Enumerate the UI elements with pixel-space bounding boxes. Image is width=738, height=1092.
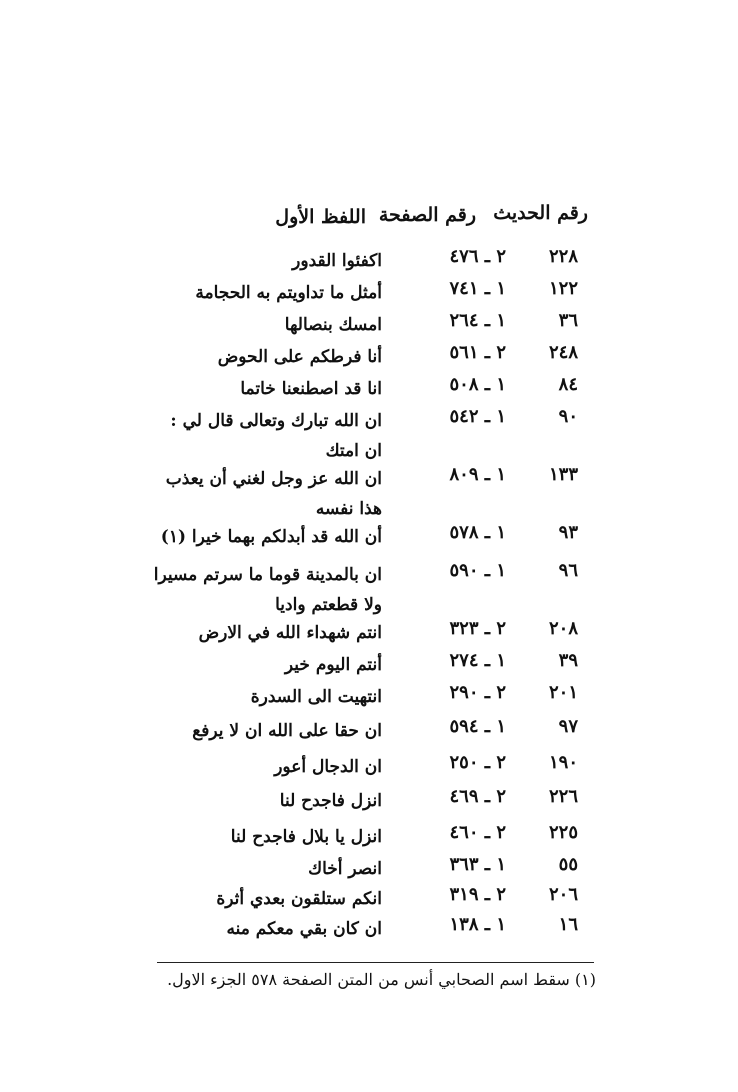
hadith-number: ١٦ (558, 914, 578, 935)
hadith-number: ٢٢٥ (548, 822, 578, 843)
table-row (0, 374, 738, 406)
table-row (0, 822, 738, 854)
table-row (0, 914, 738, 944)
page-reference: ١ ـ ٥٧٨ (449, 522, 506, 543)
page-reference: ٢ ـ ٢٥٠ (449, 752, 506, 773)
hadith-number: ٢٠١ (548, 682, 578, 703)
table-row (0, 278, 738, 310)
first-words: أنا فرطكم على الحوض (217, 347, 382, 367)
table-row (0, 618, 738, 650)
table-row (0, 464, 738, 522)
first-words: ان بالمدينة قوما ما سرتم مسيرا ولا قطعتم واديا (153, 565, 382, 615)
hadith-number: ٢٢٨ (548, 246, 578, 267)
table-row (0, 854, 738, 884)
page-reference: ١ ـ ٣٦٣ (449, 854, 506, 875)
page-reference: ١ ـ ٥٩٤ (449, 716, 506, 737)
first-words: ان الله تبارك وتعالى قال لي : ان امتك (170, 411, 382, 461)
footnote-divider (157, 962, 594, 963)
hadith-number: ٢٢٦ (548, 786, 578, 807)
first-words: انزل فاجدح لنا (279, 791, 382, 811)
page-reference: ٢ ـ ٣٢٣ (449, 618, 506, 639)
first-words: امسك بنصالها (284, 315, 382, 335)
hadith-number: ٣٦ (558, 310, 578, 331)
header-first-word: اللفظ الأول (275, 206, 366, 228)
page-reference: ١ ـ ٥٩٠ (449, 560, 506, 581)
table-row (0, 406, 738, 464)
hadith-number: ٩٧ (558, 716, 578, 737)
table-row (0, 650, 738, 682)
hadith-number: ٢٤٨ (548, 342, 578, 363)
hadith-number: ٣٩ (558, 650, 578, 671)
first-words: انا قد اصطنعنا خاتما (240, 379, 382, 399)
first-words: انزل يا بلال فاجدح لنا (230, 827, 382, 847)
page-reference: ٢ ـ ٢٩٠ (449, 682, 506, 703)
page-reference: ١ ـ ٢٦٤ (449, 310, 506, 331)
table-row (0, 716, 738, 752)
page-reference: ١ ـ ١٣٨ (449, 914, 506, 935)
table-row (0, 682, 738, 716)
first-words: انتم شهداء الله في الارض (198, 623, 382, 643)
table-row (0, 786, 738, 822)
table-row (0, 342, 738, 374)
first-words: ان الدجال أعور (274, 757, 382, 777)
page-reference: ١ ـ ٨٠٩ (449, 464, 506, 485)
hadith-number: ٥٥ (558, 854, 578, 875)
page-reference: ١ ـ ٥٤٢ (449, 406, 506, 427)
footnote: (١) سقط اسم الصحابي أنس من المتن الصفحة ٥٧٨ الجزء الاول. (167, 970, 596, 989)
table-row (0, 246, 738, 278)
hadith-number: ١٢٢ (548, 278, 578, 299)
page-reference: ١ ـ ٢٧٤ (449, 650, 506, 671)
table-row (0, 752, 738, 786)
first-words: أنتم اليوم خير (284, 655, 382, 675)
page-reference: ١ ـ ٧٤١ (449, 278, 506, 299)
first-words: اكفئوا القدور (292, 251, 382, 271)
header-hadith-number: رقم الحديث (493, 202, 588, 224)
table-row (0, 884, 738, 914)
header-page-number: رقم الصفحة (378, 204, 476, 226)
page-reference: ٢ ـ ٤٧٦ (449, 246, 506, 267)
page-reference: ٢ ـ ٤٦٠ (449, 822, 506, 843)
hadith-number: ٩٦ (558, 560, 578, 581)
first-words: ان كان بقي معكم منه (226, 919, 382, 939)
first-words: انتهيت الى السدرة (250, 687, 382, 707)
hadith-number: ٢٠٦ (548, 884, 578, 905)
first-words: أن الله قد أبدلكم بهما خيرا (١) (160, 527, 382, 547)
hadith-number: ١٩٠ (548, 752, 578, 773)
hadith-number: ٩٣ (558, 522, 578, 543)
page-reference: ١ ـ ٥٠٨ (449, 374, 506, 395)
first-words: أمثل ما تداويتم به الحجامة (195, 283, 382, 303)
page-reference: ٢ ـ ٥٦١ (449, 342, 506, 363)
page-reference: ٢ ـ ٣١٩ (449, 884, 506, 905)
first-words: ان الله عز وجل لغني أن يعذب هذا نفسه (165, 469, 382, 519)
hadith-number: ٨٤ (558, 374, 578, 395)
hadith-number: ١٣٣ (548, 464, 578, 485)
first-words: ان حقا على الله ان لا يرفع (192, 721, 382, 741)
table-row (0, 560, 738, 618)
hadith-number: ٢٠٨ (548, 618, 578, 639)
hadith-number: ٩٠ (558, 406, 578, 427)
page-reference: ٢ ـ ٤٦٩ (449, 786, 506, 807)
table-row (0, 310, 738, 342)
first-words: انكم ستلقون بعدي أثرة (216, 889, 382, 909)
first-words: انصر أخاك (308, 859, 382, 879)
table-row (0, 522, 738, 560)
table-header (0, 196, 738, 236)
